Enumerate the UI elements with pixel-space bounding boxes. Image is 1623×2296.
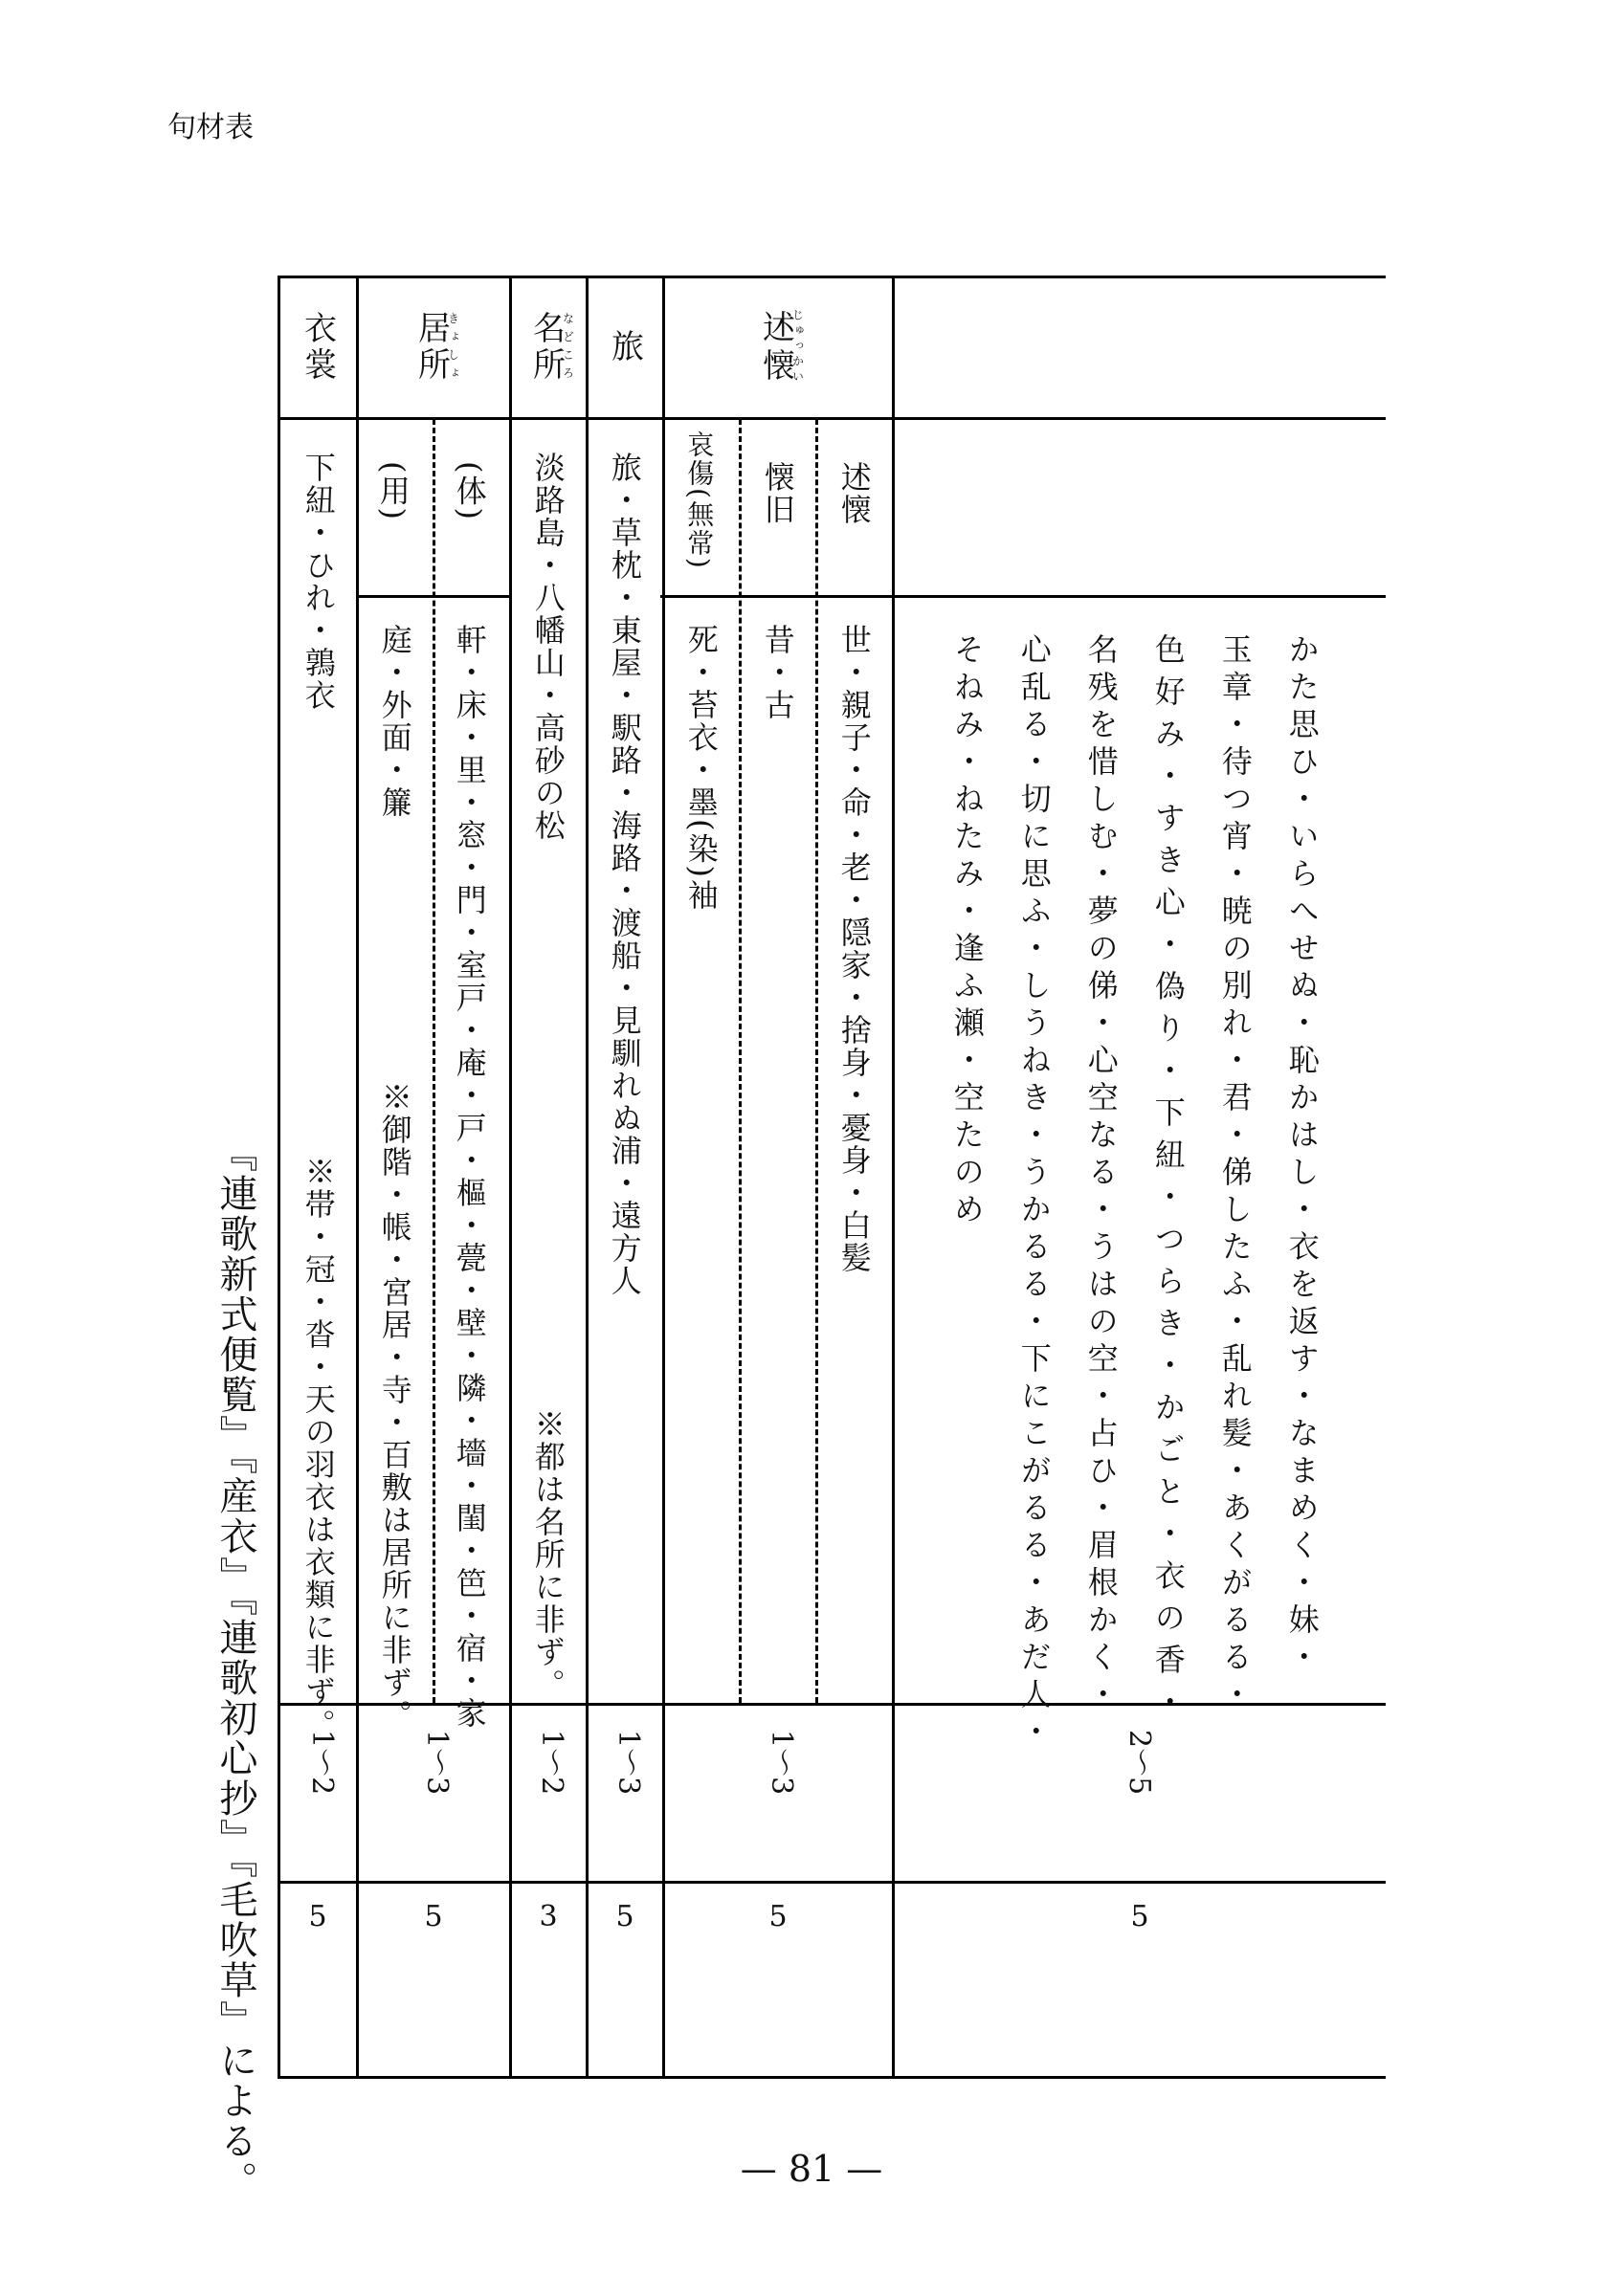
table-rule-count bbox=[278, 1881, 1386, 1884]
jukkai-items-jukkai: 世・親子・命・老・隠家・捨身・憂身・白髪 bbox=[835, 624, 873, 1274]
count-ishou: 5 bbox=[308, 1900, 327, 1933]
header-nadokoro-text: 名所 bbox=[526, 311, 566, 384]
header-kyosho-ruby: きょしょ bbox=[446, 311, 460, 384]
dash-jukkai-1 bbox=[739, 419, 742, 1703]
header-ishou: 衣裳 bbox=[298, 311, 337, 384]
table-rule-bottom bbox=[278, 2076, 1386, 2079]
source-note: 『連歌新式便覧』『産衣』『連歌初心抄』『毛吹草』による。 bbox=[213, 1134, 257, 2201]
table-rule-v1 bbox=[278, 276, 280, 2079]
koi-line-4: 名残を惜しむ・夢の俤・心空なる・うはの空・占ひ・眉根かく・ bbox=[1082, 633, 1120, 1715]
table-rule-header bbox=[278, 417, 1386, 420]
jukkai-sub-jukkai: 述懐 bbox=[835, 461, 873, 526]
kyosho-items-tai: 軒・床・里・窓・門・室戸・庵・戸・樞・甍・壁・隣・墻・閨・笆・宿・家 bbox=[451, 624, 488, 1730]
jukkai-items-kaikyu: 昔・古 bbox=[759, 624, 796, 721]
count-koi: 5 bbox=[1130, 1900, 1149, 1933]
table-rule-v4 bbox=[586, 276, 589, 2079]
count-kyosho: 5 bbox=[424, 1900, 443, 1933]
ishou-items: 下紐・ひれ・鶉衣 bbox=[300, 452, 337, 712]
header-jukkai bbox=[664, 277, 892, 417]
kyosho-items-yo: 庭・外面・簾 bbox=[376, 624, 413, 819]
dash-kyosho bbox=[433, 419, 435, 1703]
jukkai-items-aisho: 死・苔衣・墨(染)袖 bbox=[682, 624, 720, 912]
count-jukkai: 5 bbox=[768, 1900, 788, 1933]
koi-line-6: そねみ・ねたみ・逢ふ瀬・空たのめ bbox=[948, 633, 986, 1230]
range-kyosho: 1〜3 bbox=[420, 1730, 454, 1796]
table-rule-v6 bbox=[892, 276, 895, 2079]
jukkai-sub-aisho: 哀傷(無常) bbox=[683, 430, 716, 570]
koi-line-2: 玉章・待つ宵・暁の別れ・君・俤したふ・乱れ髪・あくがるる・ bbox=[1216, 633, 1254, 1715]
table-rule-sub bbox=[660, 595, 1386, 598]
count-tabi: 5 bbox=[615, 1900, 634, 1933]
jukkai-sub-kaikyu: 懐旧 bbox=[759, 461, 796, 526]
ishou-note: ※帯・冠・沓・天の羽衣は衣類に非ず。 bbox=[300, 1156, 337, 1741]
range-tabi: 1〜3 bbox=[611, 1730, 645, 1796]
kyosho-note: ※御階・帳・宮居・寺・百敷は居所に非ず。 bbox=[376, 1081, 413, 1732]
kyosho-sub-yo: (用) bbox=[374, 461, 411, 521]
kyosho-sub-tai: (体) bbox=[451, 461, 488, 521]
nadokoro-items: 淡路島・八幡山・高砂の松 bbox=[529, 452, 567, 842]
range-koi: 2〜5 bbox=[1123, 1730, 1156, 1796]
header-kyosho bbox=[358, 277, 509, 417]
nadokoro-note: ※都は名所に非ず。 bbox=[529, 1408, 567, 1701]
header-kyosho-text: 居所 bbox=[411, 311, 451, 384]
header-jukkai-ruby: じゅっかい bbox=[790, 309, 805, 386]
header-jukkai-text: 述懐 bbox=[756, 309, 795, 386]
tabi-items: 旅・草枕・東屋・駅路・海路・渡船・見馴れぬ浦・遠方人 bbox=[606, 452, 643, 1297]
dash-jukkai-2 bbox=[815, 419, 818, 1703]
page-number: — 81 — bbox=[740, 2148, 883, 2190]
count-nadokoro: 3 bbox=[539, 1900, 558, 1933]
header-nadokoro bbox=[511, 277, 586, 417]
header-nadokoro-ruby: などころ bbox=[561, 311, 575, 384]
range-nadokoro: 1〜2 bbox=[535, 1730, 568, 1796]
koi-line-5: 心乱る・切に思ふ・しうねき・うかるる・下にこがるる・あだ人・ bbox=[1015, 633, 1053, 1753]
table-rule-v2 bbox=[356, 276, 359, 2079]
range-ishou: 1〜2 bbox=[305, 1730, 339, 1796]
range-jukkai: 1〜3 bbox=[765, 1730, 798, 1796]
koi-line-1: かた思ひ・いらへせぬ・恥かはし・衣を返す・なまめく・妹・ bbox=[1283, 633, 1321, 1678]
koi-line-3: 色好み・すき心・偽り・下紐・つらき・かごと・衣の香・ bbox=[1149, 633, 1187, 1728]
table-rule-v3 bbox=[509, 276, 512, 2079]
page-header: 句材表 bbox=[167, 111, 254, 144]
header-tabi: 旅 bbox=[605, 329, 644, 365]
table-rule-v5 bbox=[662, 276, 665, 2079]
